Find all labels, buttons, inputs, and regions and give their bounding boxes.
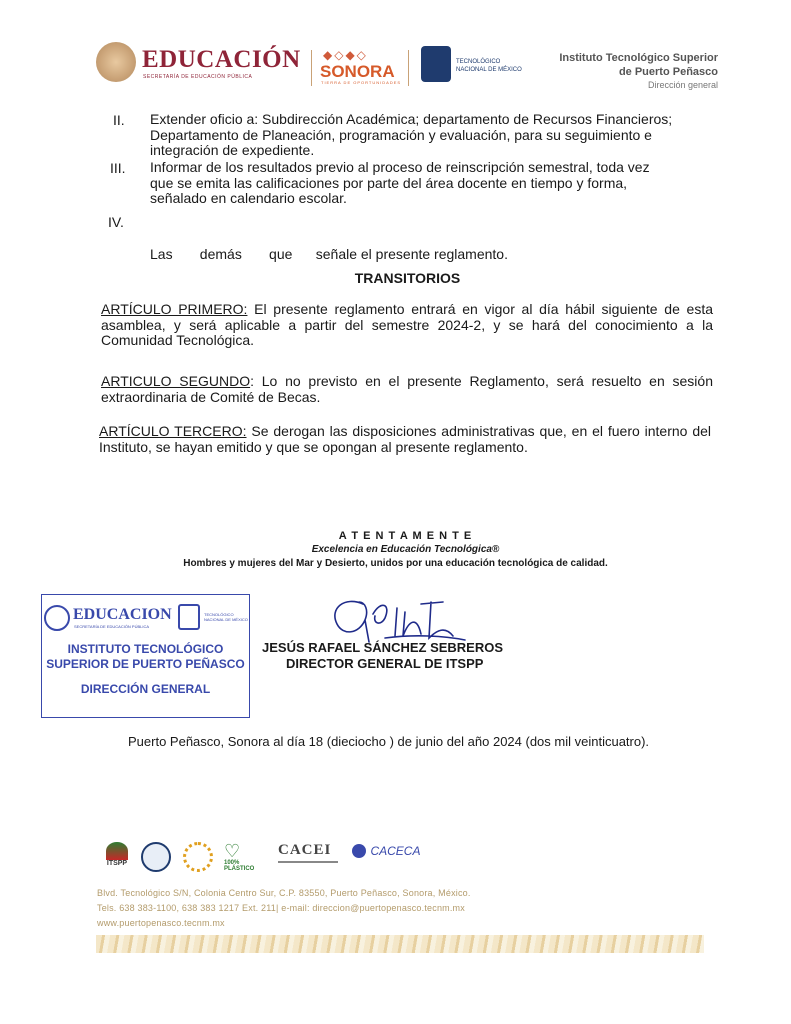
list-item-number: II. [113,112,125,128]
cacei-logo-icon: CACEI [278,842,342,872]
stamp-tecnm-text: TECNOLÓGICO NACIONAL DE MÉXICO [204,612,248,622]
header-divider [311,50,312,86]
institutional-slogan: Hombres y mujeres del Mar y Desierto, unidos por una educación tecnológica de calidad. [183,558,608,569]
plastic-free-logo-icon: ♡ 100% PLÁSTICO [224,841,255,872]
list-item: Extender oficio a: Subdirección Académica; departamento de Recursos Financieros; Departamento de Planeación, programación y evaluación, para su seguimiento e integración de expediente. [150,111,673,158]
stamp-educacion-subtitle: SECRETARÍA DE EDUCACIÓN PÚBLICA [74,624,150,629]
atentamente: A T E N T A M E N T E [338,530,473,542]
list-item: Las demás que señale el presente reglamento. [150,246,508,262]
educacion-subtitle: SECRETARÍA DE EDUCACIÓN PÚBLICA [143,74,253,80]
educacion-logo-text: EDUCACIÓN [142,46,301,73]
sonora-subtitle: TIERRA DE OPORTUNIDADES [321,80,402,85]
sonora-mark-icon: ◆◇◆◇ [323,48,368,62]
stamp-seal-icon [44,605,70,631]
stamp-educacion: EDUCACION [73,606,172,623]
institute-name-line2: de Puerto Peñasco [618,66,718,78]
list-item: Informar de los resultados previo al proceso de reinscripción semestral, toda vez que se emita las calificaciones por parte del área docente en tiempo y forma, señalado en calendario escolar. [150,159,650,206]
stamp-line2: SUPERIOR DE PUERTO PEÑASCO [46,657,245,671]
article-label: ARTÍCULO TERCERO: [99,423,247,439]
list-item-number: III. [110,160,126,176]
tecnm-logo-text: TECNOLÓGICO NACIONAL DE MÉXICO [456,59,522,73]
institute-department: Dirección general [647,80,718,90]
stamp-line3: DIRECCIÓN GENERAL [80,682,211,696]
sonora-logo-text: SONORA [320,62,395,81]
article-text: Se derogan las disposiciones administrativas que, en el fuero interno del Instituto, se hayan emitido y que se opongan al presente reglamento. [99,423,712,455]
footer-decorative-band [96,935,704,953]
article-segundo [101,374,713,405]
caceca-logo-icon: CACECA [352,842,422,872]
list-item-number: IV. [108,214,124,230]
institute-name-line1: Instituto Tecnológico Superior [559,52,718,64]
article-label: ARTICULO SEGUNDO [101,373,251,389]
footer-website: www.puertopenasco.tecnm.mx [97,918,225,928]
article-tercero [99,424,711,455]
tecnm-logo-icon [421,46,451,82]
certification-logo-icon [141,842,173,872]
signer-name: JESÚS RAFAEL SÁNCHEZ SEBREROS [262,640,504,655]
article-primero [101,302,713,349]
article-label: ARTÍCULO PRIMERO: [101,301,248,317]
itspp-logo-icon: ITSPP [101,842,133,872]
stamp-tecnm-icon [178,604,200,630]
institutional-motto: Excelencia en Educación Tecnológica® [311,544,500,555]
section-title: TRANSITORIOS [354,270,461,286]
article-text: El presente reglamento entrará en vigor al día hábil siguiente de esta asamblea, y será aplicable a partir del semestre 2024-2, y se hará del conocimiento a la Comunidad Tecnológica. [101,301,714,348]
footer-address: Blvd. Tecnológico S/N, Colonia Centro Sur, C.P. 83550, Puerto Peñasco, Sonora, México. [97,888,471,898]
mexico-seal-icon [96,42,136,82]
footer-contact: Tels. 638 383-1100, 638 383 1217 Ext. 211| e-mail: direccion@puertopenasco.tecnm.mx [97,903,465,913]
article-text: : Lo no previsto en el presente Reglamento, será resuelto en sesión extraordinaria de Comité de Becas. [101,373,713,405]
signer-title: DIRECTOR GENERAL DE ITSPP [286,656,484,671]
place-and-date: Puerto Peñasco, Sonora al día 18 (dieciocho ) de junio del año 2024 (dos mil veinticuatro). [128,734,650,749]
equality-logo-icon [183,842,215,872]
stamp-line1: INSTITUTO TECNOLÓGICO [67,642,224,656]
header-divider [408,50,409,86]
